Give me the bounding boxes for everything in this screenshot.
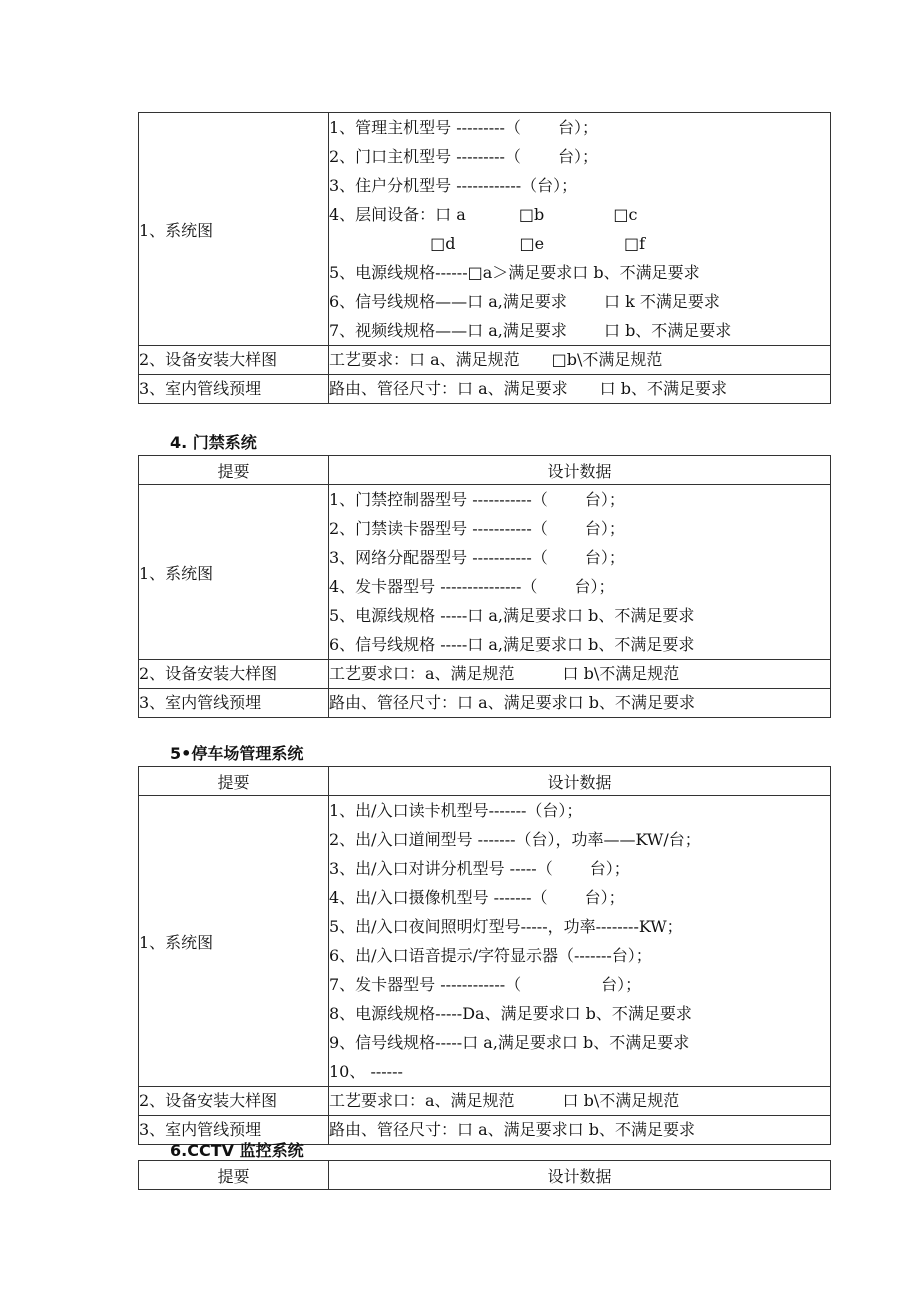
row-content xyxy=(329,113,831,346)
spec-line: 4、出/入口摄像机型号 -------（ 台）； xyxy=(329,888,625,907)
spec-line: 6、信号线规格——口 a,满足要求 口 k 不满足要求 xyxy=(329,292,720,311)
row-label: 2、设备安装大样图 xyxy=(139,660,329,689)
spec-line: 5、电源线规格 -----口 a,满足要求口 b、不满足要求 xyxy=(329,606,695,625)
table-header-row xyxy=(139,767,831,796)
spec-line: 2、出/入口道闸型号 -------（台），功率——KW/台； xyxy=(329,830,701,849)
spec-line: 5、电源线规格------□a＞满足要求口 b、不满足要求 xyxy=(329,263,700,282)
spec-line: 1、门禁控制器型号 -----------（ 台）； xyxy=(329,490,625,509)
spec-line: 1、管理主机型号 ---------（ 台）； xyxy=(329,118,599,137)
spec-line: 6、信号线规格 -----口 a,满足要求口 b、不满足要求 xyxy=(329,635,695,654)
spec-line: 7、视频线规格——口 a,满足要求 口 b、不满足要求 xyxy=(329,321,732,340)
intercom-table xyxy=(138,112,831,404)
row-content: 工艺要求：口 a、满足规范 □b\不满足规范 xyxy=(329,346,831,375)
column-header: 提要 xyxy=(139,1161,329,1190)
spec-line: 3、出/入口对讲分机型号 -----（ 台）； xyxy=(329,859,630,878)
row-content xyxy=(329,485,831,660)
row-content: 工艺要求口：a、满足规范 口 b\不满足规范 xyxy=(329,660,831,689)
row-label: 3、室内管线预埋 xyxy=(139,375,329,404)
spec-line: 2、门禁读卡器型号 -----------（ 台）； xyxy=(329,519,625,538)
row-label: 2、设备安装大样图 xyxy=(139,1087,329,1116)
table-header-row xyxy=(139,1161,831,1190)
cctv-table xyxy=(138,1160,831,1190)
access-control-table xyxy=(138,455,831,718)
table-row xyxy=(139,346,831,375)
row-label: 3、室内管线预埋 xyxy=(139,1116,329,1145)
table-row xyxy=(139,660,831,689)
column-header: 设计数据 xyxy=(329,1161,831,1190)
table-row xyxy=(139,689,831,718)
spec-line: 6、出/入口语音提示/字符显示器（-------台）； xyxy=(329,946,652,965)
row-content: 工艺要求口：a、满足规范 口 b\不满足规范 xyxy=(329,1087,831,1116)
row-label: 1、系统图 xyxy=(139,485,329,660)
table-row xyxy=(139,1087,831,1116)
table-row xyxy=(139,375,831,404)
spec-line: 8、电源线规格-----Da、满足要求口 b、不满足要求 xyxy=(329,1004,692,1023)
table-header-row xyxy=(139,456,831,485)
row-label: 3、室内管线预埋 xyxy=(139,689,329,718)
section-title: 5•停车场管理系统 xyxy=(170,744,304,763)
table-row xyxy=(139,113,831,346)
row-label: 1、系统图 xyxy=(139,113,329,346)
spec-line: 10、 ------ xyxy=(329,1062,403,1081)
spec-line: 2、门口主机型号 ---------（ 台）； xyxy=(329,147,599,166)
table-row xyxy=(139,796,831,1087)
column-header: 设计数据 xyxy=(329,767,831,796)
row-label: 1、系统图 xyxy=(139,796,329,1087)
row-label: 2、设备安装大样图 xyxy=(139,346,329,375)
spec-line: 1、出/入口读卡机型号-------（台）； xyxy=(329,801,583,820)
spec-line: 4、层间设备：口 a □b □c xyxy=(329,205,638,224)
parking-table xyxy=(138,766,831,1145)
spec-line: 7、发卡器型号 ------------（ 台）； xyxy=(329,975,642,994)
column-header: 设计数据 xyxy=(329,456,831,485)
spec-line: 4、发卡器型号 ---------------（ 台）； xyxy=(329,577,615,596)
row-content: 路由、管径尺寸：口 a、满足要求 口 b、不满足要求 xyxy=(329,375,831,404)
spec-line: 5、出/入口夜间照明灯型号-----，功率--------KW； xyxy=(329,917,683,936)
spec-line: □d □e □f xyxy=(329,234,646,253)
spec-line: 3、住户分机型号 ------------（台）； xyxy=(329,176,578,195)
row-content xyxy=(329,796,831,1087)
column-header: 提要 xyxy=(139,767,329,796)
column-header: 提要 xyxy=(139,456,329,485)
section-title: 6.CCTV 监控系统 xyxy=(170,1141,304,1160)
row-content: 路由、管径尺寸：口 a、满足要求口 b、不满足要求 xyxy=(329,1116,831,1145)
table-row xyxy=(139,485,831,660)
row-content: 路由、管径尺寸：口 a、满足要求口 b、不满足要求 xyxy=(329,689,831,718)
section-title: 4. 门禁系统 xyxy=(170,433,257,452)
spec-line: 9、信号线规格-----口 a,满足要求口 b、不满足要求 xyxy=(329,1033,690,1052)
spec-line: 3、网络分配器型号 -----------（ 台）； xyxy=(329,548,625,567)
